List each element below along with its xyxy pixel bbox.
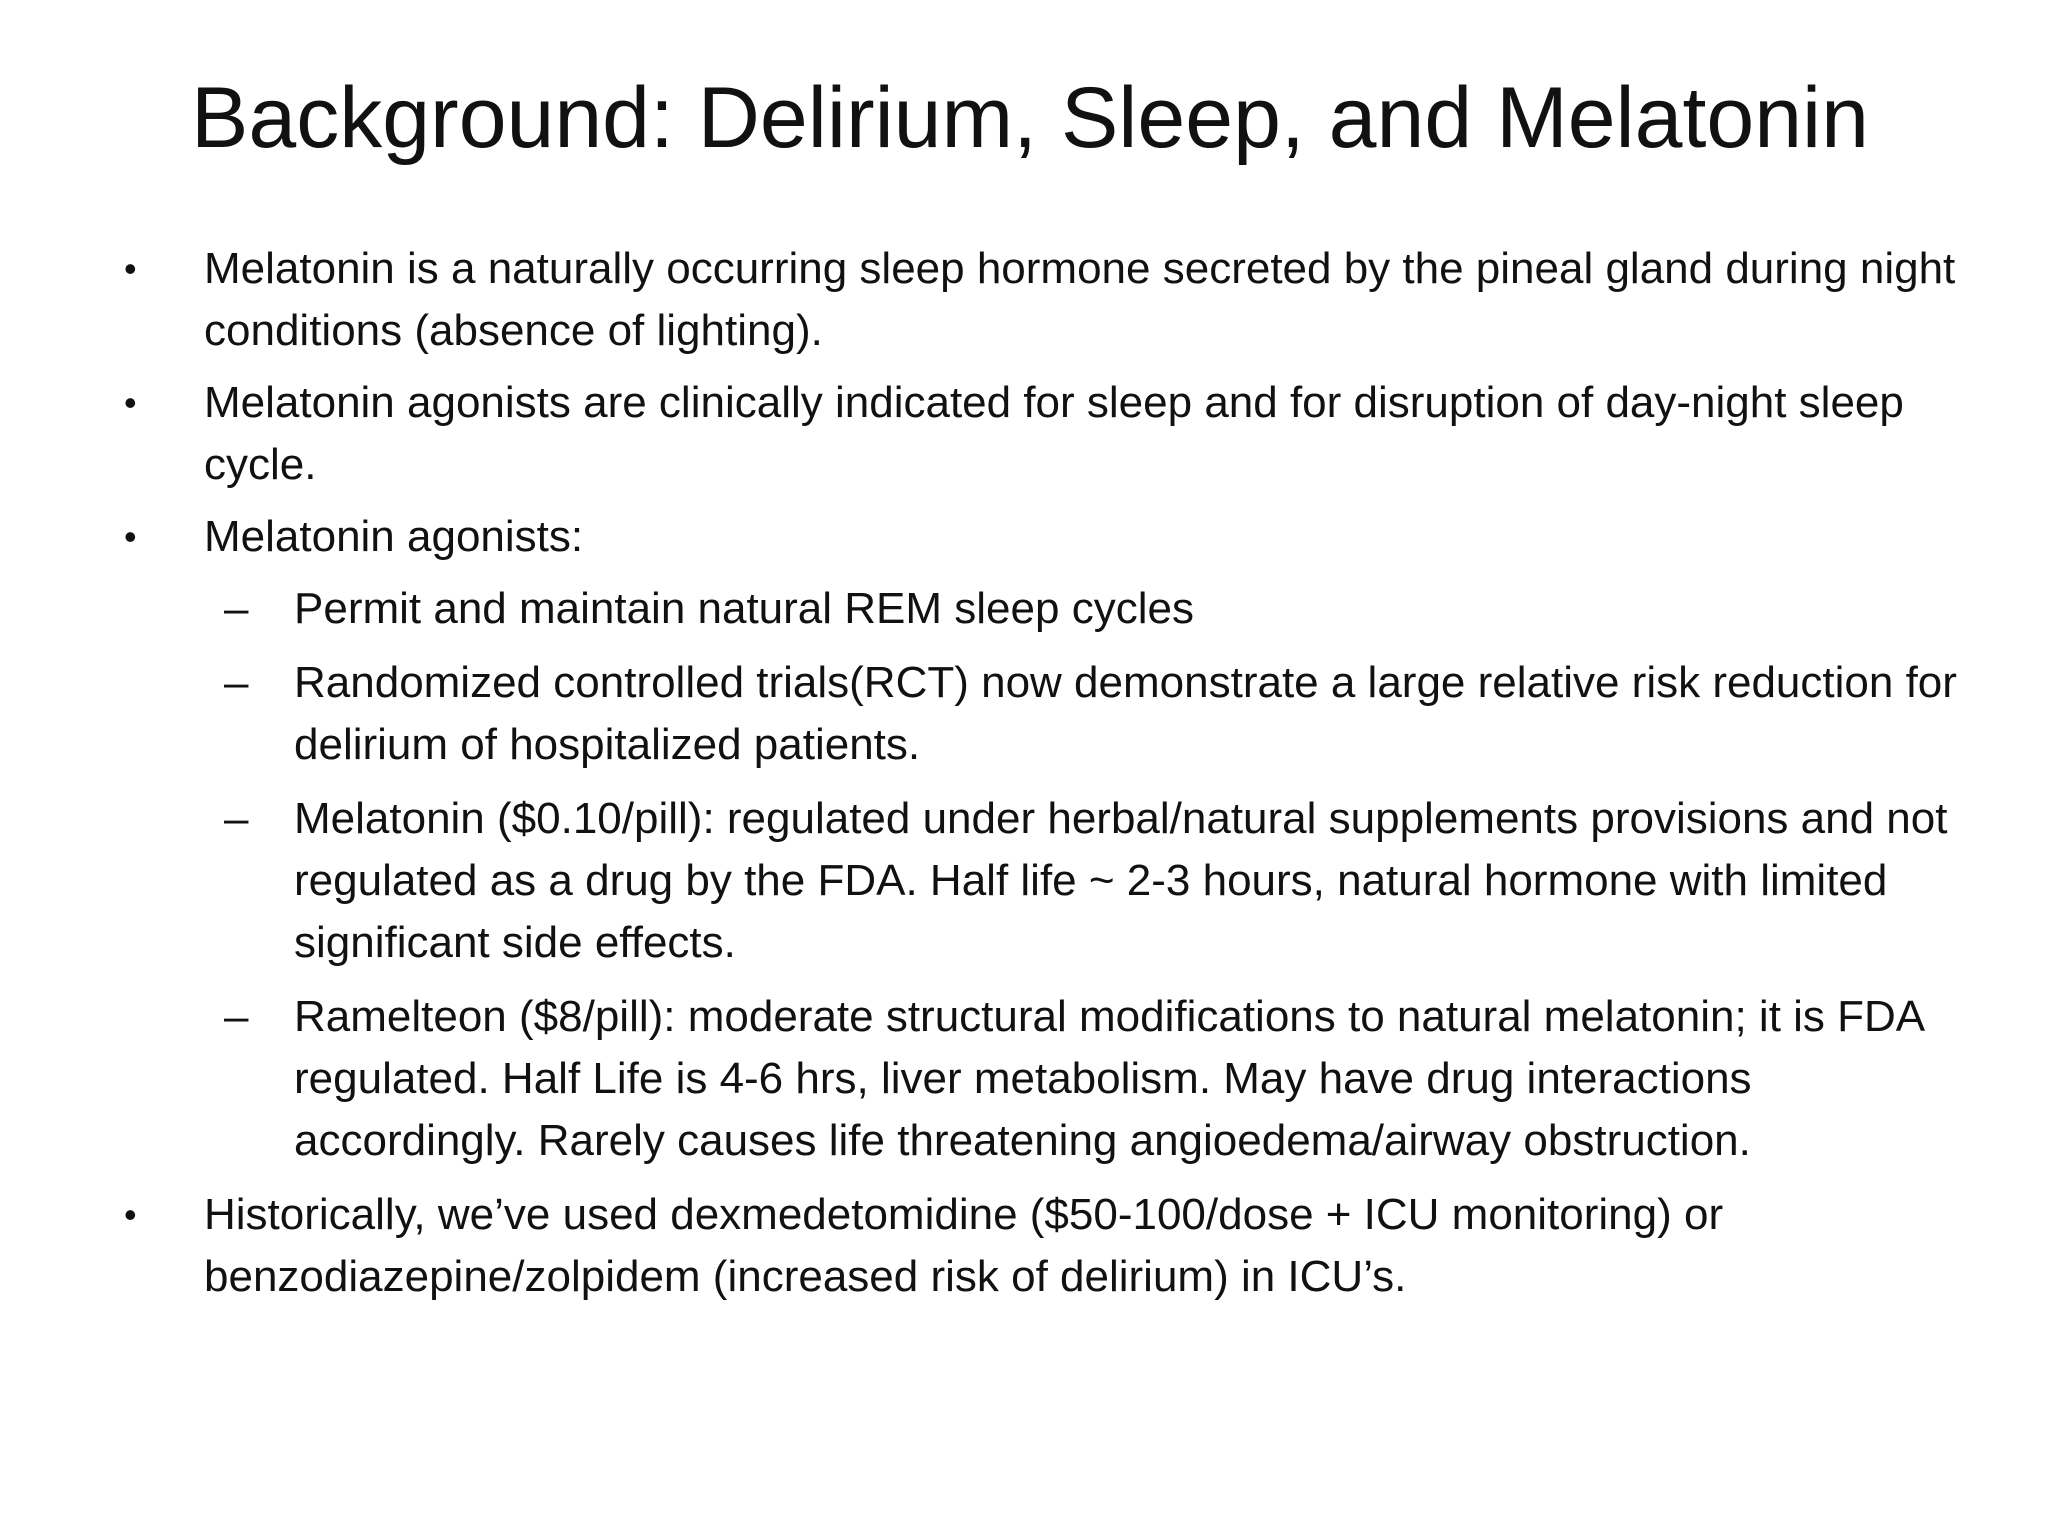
sub-bullet-item [120,652,1980,776]
sub-bullet-text: Permit and maintain natural REM sleep cycles [294,584,1194,633]
bullet-item [120,1184,1980,1308]
sub-bullet-item [120,788,1980,974]
bullet-text: Melatonin agonists are clinically indicated for sleep and for disruption of day-night sleep cycle. [204,378,1904,489]
bullet-item [120,372,1980,496]
bullet-marker: • [124,1194,137,1235]
sub-bullet-item [120,578,1980,640]
sub-bullet-text: Melatonin ($0.10/pill): regulated under herbal/natural supplements provisions and not regulated as a drug by the FDA. Half life ~ 2-3 hours, natural hormone with limited significant side effects. [294,794,1948,967]
dash-marker: – [224,584,249,633]
sub-bullet-text: Ramelteon ($8/pill): moderate structural modifications to natural melatonin; it is FDA regulated. Half Life is 4-6 hrs, liver metabolism. May have drug interactions accordingly. Rarely causes life threatening angioedema/airway obstruction. [294,992,1923,1165]
bullet-marker: • [124,516,137,557]
bullet-text: Melatonin is a naturally occurring sleep hormone secreted by the pineal gland during night conditions (absence of lighting). [204,244,1956,355]
bullet-text: Historically, we’ve used dexmedetomidine ($50-100/dose + ICU monitoring) or benzodiazepine/zolpidem (increased risk of delirium) in ICU’s. [204,1190,1724,1301]
dash-marker: – [224,992,249,1041]
slide-title: Background: Delirium, Sleep, and Melatonin [191,70,1869,166]
bullet-list [120,238,1980,1318]
bullet-marker: • [124,382,137,423]
sub-bullet-item [120,986,1980,1172]
bullet-item [120,238,1980,362]
sub-bullet-text: Randomized controlled trials(RCT) now demonstrate a large relative risk reduction for delirium of hospitalized patients. [294,658,1957,769]
dash-marker: – [224,658,249,707]
bullet-marker: • [124,248,137,289]
bullet-text: Melatonin agonists: [204,512,584,561]
bullet-item [120,506,1980,568]
dash-marker: – [224,794,249,843]
